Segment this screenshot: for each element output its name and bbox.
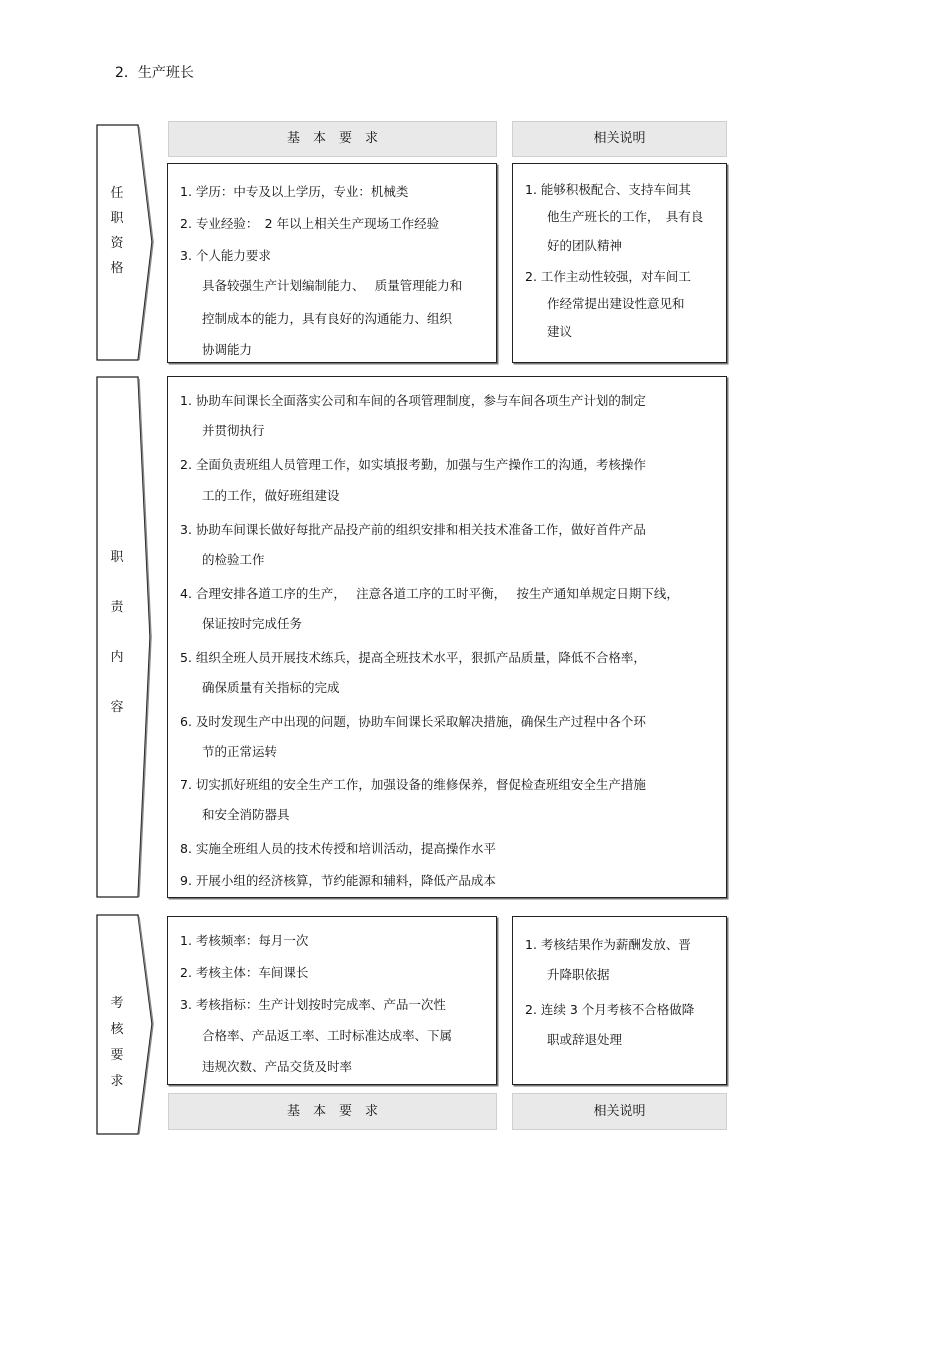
- list-item: 1. 协助车间课长全面落实公司和车间的各项管理制度，参与车间各项生产计划的制定: [180, 393, 646, 408]
- list-item: 和安全消防器具: [202, 807, 290, 822]
- header-related-bottom: 相关说明: [512, 1093, 727, 1130]
- list-item: 确保质量有关指标的完成: [202, 680, 340, 695]
- header-basic-bottom: 基 本 要 求: [168, 1093, 497, 1130]
- list-item: 2. 专业经验： 2 年以上相关生产现场工作经验: [180, 216, 440, 231]
- list-item: 3. 考核指标：生产计划按时完成率、产品一次性: [180, 997, 446, 1012]
- tab-char: 考: [110, 996, 124, 1011]
- list-item: 3. 协助车间课长做好每批产品投产前的组织安排和相关技术准备工作，做好首件产品: [180, 522, 646, 537]
- list-item: 8. 实施全班组人员的技术传授和培训活动，提高操作水平: [180, 841, 496, 856]
- list-item: 3. 个人能力要求: [180, 248, 271, 263]
- tab-char: 要: [110, 1048, 124, 1063]
- tab-char: 任: [110, 186, 124, 201]
- list-item: 他生产班长的工作， 具有良: [547, 209, 704, 224]
- tab-assessment: [96, 914, 156, 1135]
- assessment-related-box: [512, 916, 727, 1085]
- list-item: 2. 考核主体：车间课长: [180, 965, 309, 980]
- tab-duties: [96, 376, 156, 898]
- list-item: 建议: [547, 324, 573, 339]
- list-item: 2. 工作主动性较强，对车间工: [525, 269, 691, 284]
- tab-char: 容: [110, 700, 124, 715]
- tab-char: 格: [110, 261, 124, 276]
- list-item: 保证按时完成任务: [202, 616, 303, 631]
- list-item: 职或辞退处理: [547, 1032, 623, 1047]
- list-item: 1. 考核结果作为薪酬发放、晋: [525, 937, 691, 952]
- tab-qualification: [96, 124, 156, 361]
- page-title: 2．生产班长: [115, 65, 194, 81]
- list-item: 并贯彻执行: [202, 423, 265, 438]
- tab-char: 核: [110, 1022, 124, 1037]
- tab-char: 责: [110, 600, 124, 615]
- list-item: 协调能力: [202, 342, 253, 357]
- tab-char: 求: [110, 1074, 124, 1089]
- tab-char: 资: [110, 236, 124, 251]
- header-basic-top: 基 本 要 求: [168, 121, 497, 157]
- tab-char: 职: [110, 211, 124, 226]
- list-item: 2. 全面负责班组人员管理工作，如实填报考勤，加强与生产操作工的沟通，考核操作: [180, 457, 646, 472]
- list-item: 6. 及时发现生产中出现的问题，协助车间课长采取解决措施，确保生产过程中各个环: [180, 714, 646, 729]
- duties-box: [167, 376, 727, 898]
- list-item: 升降职依据: [547, 967, 610, 982]
- header-related-top: 相关说明: [512, 121, 727, 157]
- list-item: 1. 考核频率：每月一次: [180, 933, 309, 948]
- list-item: 工的工作，做好班组建设: [202, 488, 340, 503]
- list-item: 具备较强生产计划编制能力、 质量管理能力和: [202, 278, 463, 293]
- list-item: 1. 能够积极配合、支持车间其: [525, 182, 691, 197]
- tab-char: 职: [110, 550, 124, 565]
- assessment-basic-box: [167, 916, 497, 1085]
- list-item: 节的正常运转: [202, 744, 278, 759]
- qualification-basic-box: [167, 163, 497, 363]
- list-item: 作经常提出建设性意见和: [547, 296, 685, 311]
- list-item: 的检验工作: [202, 552, 265, 567]
- list-item: 控制成本的能力，具有良好的沟通能力、组织: [202, 311, 453, 326]
- list-item: 4. 合理安排各道工序的生产， 注意各道工序的工时平衡， 按生产通知单规定日期下线，: [180, 586, 679, 601]
- list-item: 7. 切实抓好班组的安全生产工作，加强设备的维修保养，督促检查班组安全生产措施: [180, 777, 646, 792]
- tab-char: 内: [110, 650, 124, 665]
- list-item: 2. 连续 3 个月考核不合格做降: [525, 1002, 695, 1017]
- list-item: 合格率、产品返工率、工时标准达成率、下属: [202, 1028, 453, 1043]
- list-item: 1. 学历：中专及以上学历，专业：机械类: [180, 184, 409, 199]
- list-item: 5. 组织全班人员开展技术练兵，提高全班技术水平，狠抓产品质量，降低不合格率，: [180, 650, 646, 665]
- list-item: 违规次数、产品交货及时率: [202, 1059, 353, 1074]
- list-item: 9. 开展小组的经济核算，节约能源和辅料，降低产品成本: [180, 873, 496, 888]
- list-item: 好的团队精神: [547, 238, 623, 253]
- qualification-related-box: [512, 163, 727, 363]
